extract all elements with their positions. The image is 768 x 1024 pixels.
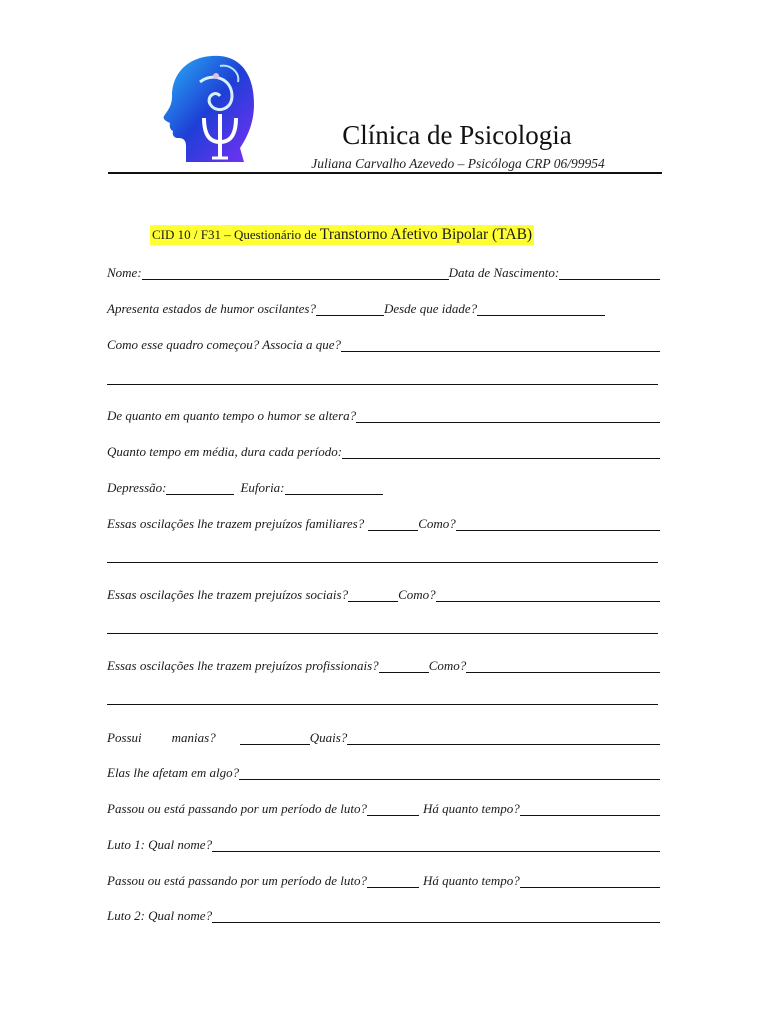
nome-label: Nome:	[107, 265, 142, 280]
desde-idade-field[interactable]	[477, 301, 605, 316]
desde-idade-label: Desde que idade?	[383, 301, 478, 316]
como-3-label: Como?	[428, 658, 467, 673]
tempo-media-label: Quanto tempo em média, dura cada período:	[107, 444, 343, 459]
humor-oscilante-field[interactable]	[316, 301, 384, 316]
row-nome	[107, 262, 660, 280]
prejuizos-sociais-field[interactable]	[348, 587, 398, 602]
quais-field[interactable]	[347, 730, 660, 745]
prejuizos-sociais-label: Essas oscilações lhe trazem prejuízos sociais?	[107, 587, 349, 602]
form-title-prefix: CID 10 / F31 – Questionário de	[152, 227, 320, 242]
como-2-label: Como?	[398, 587, 436, 602]
prejuizos-profissionais-label: Essas oscilações lhe trazem prejuízos profissionais?	[107, 658, 379, 673]
luto-periodo-1-field[interactable]	[367, 801, 419, 816]
prejuizos-profissionais-extra-line[interactable]	[107, 704, 658, 705]
form-title-main: Transtorno Afetivo Bipolar (TAB)	[319, 226, 533, 243]
row-afetam	[107, 762, 660, 780]
como-1-field[interactable]	[456, 516, 660, 531]
row-luto-2-nome	[107, 905, 660, 923]
tempo-altera-label: De quanto em quanto tempo o humor se altera?	[107, 408, 357, 423]
euforia-label: Euforia:	[240, 480, 285, 495]
clinic-title: Clínica de Psicologia	[342, 120, 572, 150]
data-nascimento-field[interactable]	[559, 265, 660, 280]
nome-field[interactable]	[142, 265, 449, 280]
como-1-label: Como?	[418, 516, 456, 531]
prejuizos-familiares-extra-line[interactable]	[107, 562, 658, 563]
possui-label: Possui	[107, 730, 142, 745]
como-3-field[interactable]	[466, 658, 660, 673]
euforia-field[interactable]	[285, 480, 383, 495]
luto1-nome-field[interactable]	[212, 837, 660, 852]
luto1-nome-label: Luto 1: Qual nome?	[107, 837, 213, 852]
row-tempo-media	[107, 441, 660, 459]
clinic-subtitle: Juliana Carvalho Azevedo – Psicóloga CRP 06/99954	[311, 156, 605, 171]
tempo-media-field[interactable]	[342, 444, 660, 459]
prejuizos-sociais-extra-line[interactable]	[107, 633, 658, 634]
row-luto-2	[107, 870, 660, 888]
clinic-logo-icon	[160, 52, 256, 164]
row-prejuizos-profissionais	[107, 655, 660, 673]
ha-quanto-tempo-2-field[interactable]	[520, 873, 660, 888]
prejuizos-familiares-field[interactable]	[368, 516, 418, 531]
prejuizos-profissionais-field[interactable]	[379, 658, 429, 673]
ha-quanto-tempo-1-field[interactable]	[520, 801, 660, 816]
row-prejuizos-sociais	[107, 584, 660, 602]
header-divider	[108, 172, 662, 174]
luto2-nome-label: Luto 2: Qual nome?	[107, 908, 213, 923]
como-comecou-field[interactable]	[341, 337, 660, 352]
luto-periodo-2-field[interactable]	[367, 873, 419, 888]
como-comecou-label: Como esse quadro começou? Associa a que?	[107, 337, 341, 352]
afetam-field[interactable]	[239, 765, 660, 780]
row-luto-1-nome	[107, 834, 660, 852]
row-tempo-altera	[107, 405, 660, 423]
prejuizos-familiares-label: Essas oscilações lhe trazem prejuízos familiares?	[107, 516, 365, 531]
ha-quanto-tempo-1-label: Há quanto tempo?	[423, 801, 520, 816]
row-humor	[107, 298, 660, 316]
como-comecou-extra-line[interactable]	[107, 384, 658, 385]
data-nascimento-label: Data de Nascimento:	[448, 265, 560, 280]
row-luto-1	[107, 798, 660, 816]
manias-field[interactable]	[240, 730, 310, 745]
row-como-comecou	[107, 334, 660, 352]
row-depressao-euforia	[107, 477, 660, 495]
row-prejuizos-familiares	[107, 513, 660, 531]
humor-oscilante-label: Apresenta estados de humor oscilantes?	[107, 301, 316, 316]
luto-periodo-1-label: Passou ou está passando por um período de luto?	[107, 801, 367, 816]
quais-label: Quais?	[309, 730, 348, 745]
depressao-label: Depressão:	[107, 480, 167, 495]
manias-label: manias?	[171, 730, 216, 745]
afetam-label: Elas lhe afetam em algo?	[107, 765, 240, 780]
luto2-nome-field[interactable]	[212, 908, 660, 923]
tempo-altera-field[interactable]	[356, 408, 660, 423]
depressao-field[interactable]	[166, 480, 234, 495]
ha-quanto-tempo-2-label: Há quanto tempo?	[423, 873, 520, 888]
como-2-field[interactable]	[436, 587, 660, 602]
luto-periodo-2-label: Passou ou está passando por um período de luto?	[107, 873, 367, 888]
row-manias	[107, 727, 660, 745]
form-title	[150, 225, 534, 245]
